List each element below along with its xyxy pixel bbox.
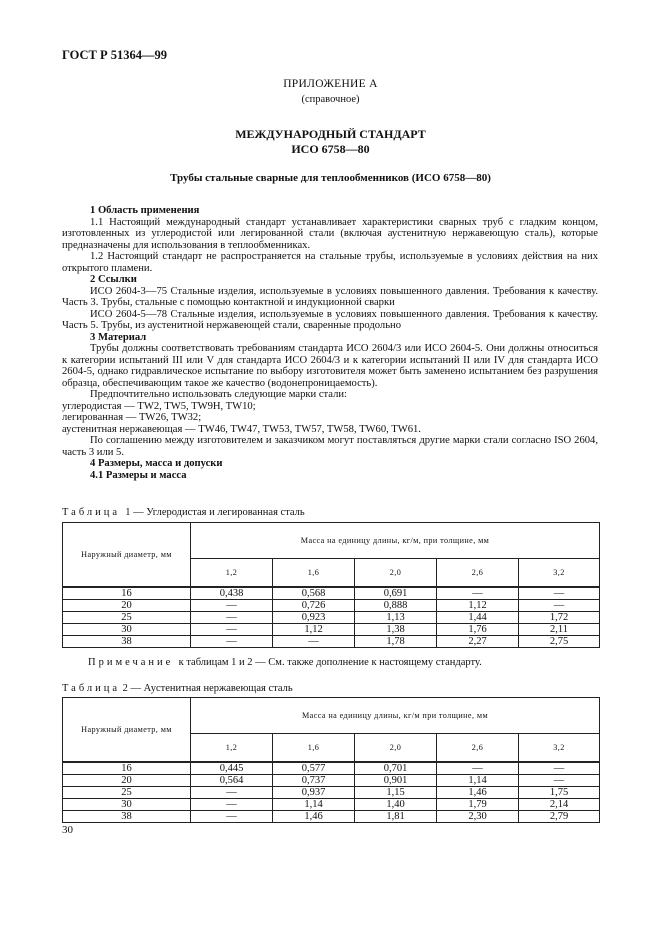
table-cell-mass: 0,737 xyxy=(273,775,355,787)
table1-thickness: 2,0 xyxy=(355,559,437,588)
table-cell-mass: 0,691 xyxy=(355,587,437,600)
table-cell-mass: 2,30 xyxy=(437,811,519,823)
table2-caption xyxy=(62,683,293,694)
table-cell-mass: 0,577 xyxy=(273,762,355,775)
body-paragraph: аустенитная нержавеющая — TW46, TW47, TW53, TW57, TW58, TW60, TW61. xyxy=(62,423,421,435)
table-cell-mass: — xyxy=(519,775,600,787)
standard-code: ГОСТ Р 51364—99 xyxy=(62,48,168,62)
table-cell-mass: 2,14 xyxy=(519,799,600,811)
table-row xyxy=(63,587,600,600)
table-cell-mass: — xyxy=(191,787,273,799)
table-cell-mass: 1,14 xyxy=(437,775,519,787)
document-title: Трубы стальные сварные для теплообменников (ИСО 6758—80) xyxy=(170,172,491,184)
body-paragraph: ИСО 2604-5—78 Стальные изделия, используемые в условиях повышенного давления. Требования к качеству. Часть 5. Трубы, из аустенитной нержавеющей стали, сваренные продольно xyxy=(62,308,598,331)
table-cell-mass: 1,78 xyxy=(355,636,437,648)
table-cell-diameter: 38 xyxy=(63,636,191,648)
body-paragraph: углеродистая — TW2, TW5, TW9H, TW10; xyxy=(62,400,256,412)
table-row xyxy=(63,799,600,811)
table-cell-mass: 0,564 xyxy=(191,775,273,787)
table-cell-mass: 0,937 xyxy=(273,787,355,799)
body-paragraph: 1.2 Настоящий стандарт не распространяется на стальные трубы, используемые в условиях действия на них открытого пламени. xyxy=(62,251,598,274)
table-cell-mass: 2,75 xyxy=(519,636,600,648)
table-cell-mass: 1,13 xyxy=(355,612,437,624)
table-cell-diameter: 25 xyxy=(63,787,191,799)
table-cell-mass: 0,568 xyxy=(273,587,355,600)
table-cell-mass: 1,44 xyxy=(437,612,519,624)
table-note xyxy=(88,657,482,668)
table2-thickness: 2,0 xyxy=(355,734,437,763)
table1-header-diameter: Наружный диаметр, мм xyxy=(63,523,191,588)
table-cell-mass: 1,79 xyxy=(437,799,519,811)
table-cell-mass: 0,445 xyxy=(191,762,273,775)
table2-thickness: 2,6 xyxy=(437,734,519,763)
table2-body xyxy=(63,762,600,823)
table-cell-mass: 0,888 xyxy=(355,600,437,612)
table2-header-mass: Масса на единицу длины, кг/м при толщине, мм xyxy=(191,698,600,734)
table-cell-mass: — xyxy=(191,799,273,811)
table-cell-mass: 2,79 xyxy=(519,811,600,823)
table-row xyxy=(63,600,600,612)
annex-note: (справочное) xyxy=(301,94,360,105)
table-cell-diameter: 25 xyxy=(63,612,191,624)
table-cell-mass: 1,12 xyxy=(273,624,355,636)
table1-caption xyxy=(62,507,305,518)
table-cell-mass: — xyxy=(191,636,273,648)
table2-header-diameter: Наружный диаметр, мм xyxy=(63,698,191,763)
table-row xyxy=(63,612,600,624)
table-cell-mass: 1,72 xyxy=(519,612,600,624)
table-cell-diameter: 38 xyxy=(63,811,191,823)
body-paragraph: легированная — TW26, TW32; xyxy=(62,412,202,423)
table-row xyxy=(63,636,600,648)
table2-thickness: 3,2 xyxy=(519,734,600,763)
table-cell-mass: 1,46 xyxy=(273,811,355,823)
table-cell-mass: — xyxy=(191,624,273,636)
section-heading: 4 Размеры, масса и допуски xyxy=(90,458,223,469)
section-heading: 4.1 Размеры и масса xyxy=(90,469,187,481)
table-cell-mass: 1,75 xyxy=(519,787,600,799)
table2-caption-text: 2 — Аустенитная нержавеющая сталь xyxy=(122,683,293,694)
note-text: к таблицам 1 и 2 — См. также дополнение к настоящему стандарту. xyxy=(178,657,482,668)
table-cell-diameter: 16 xyxy=(63,587,191,600)
table-cell-diameter: 30 xyxy=(63,624,191,636)
table1 xyxy=(62,522,600,648)
table-cell-mass: 2,27 xyxy=(437,636,519,648)
table-cell-mass: 0,438 xyxy=(191,587,273,600)
table-cell-mass: 1,81 xyxy=(355,811,437,823)
table-cell-mass: 1,15 xyxy=(355,787,437,799)
table-cell-mass: 0,901 xyxy=(355,775,437,787)
heading-iso-number: ИСО 6758—80 xyxy=(291,142,370,156)
table-cell-mass: — xyxy=(437,762,519,775)
section-heading: 2 Ссылки xyxy=(90,274,137,285)
table-row xyxy=(63,762,600,775)
table-cell-mass: 1,38 xyxy=(355,624,437,636)
table2-caption-prefix: Таблица xyxy=(62,683,121,694)
table1-caption-prefix: Таблица xyxy=(62,507,121,518)
table-cell-mass: 0,726 xyxy=(273,600,355,612)
table-cell-mass: — xyxy=(437,587,519,600)
table-row xyxy=(63,775,600,787)
table-cell-mass: 1,76 xyxy=(437,624,519,636)
body-paragraph: ИСО 2604-3—75 Стальные изделия, используемые в условиях повышенного давления. Требования к качеству. Часть 3. Трубы, стальные с помощью контактной и индукционной сварки xyxy=(62,285,598,308)
table-cell-diameter: 20 xyxy=(63,775,191,787)
table-row xyxy=(63,811,600,823)
table1-thickness: 2,6 xyxy=(437,559,519,588)
annex-title: ПРИЛОЖЕНИЕ А xyxy=(283,78,378,90)
table2 xyxy=(62,697,600,823)
table-cell-mass: — xyxy=(191,600,273,612)
table1-thickness: 1,6 xyxy=(273,559,355,588)
section-heading: 1 Область применения xyxy=(90,205,200,216)
body-paragraph: По соглашению между изготовителем и заказчиком могут поставляться другие марки стали согласно ISO 2604, часть 3 или 5. xyxy=(62,435,598,458)
table-row xyxy=(63,787,600,799)
body-paragraph: Предпочтительно использовать следующие марки стали: xyxy=(90,389,347,400)
table1-header-mass: Масса на единицу длины, кг/м, при толщине, мм xyxy=(191,523,600,559)
table-row xyxy=(63,624,600,636)
body-paragraph: 1.1 Настоящий международный стандарт устанавливает характеристики сварных труб с гладким концом, изготовленных из углеродистой или легированной стали (включая аустенитную нержавеющую сталь), которые предназначены для использования в теплообменниках. xyxy=(62,216,598,251)
note-prefix: Примечание xyxy=(88,657,174,668)
table-cell-diameter: 30 xyxy=(63,799,191,811)
heading-international-standard: МЕЖДУНАРОДНЫЙ СТАНДАРТ xyxy=(235,127,426,141)
table-cell-mass: 2,11 xyxy=(519,624,600,636)
table-cell-mass: — xyxy=(191,612,273,624)
table1-thickness: 3,2 xyxy=(519,559,600,588)
section-heading: 3 Материал xyxy=(90,331,147,343)
table-cell-diameter: 16 xyxy=(63,762,191,775)
table-cell-mass: 1,46 xyxy=(437,787,519,799)
table-cell-mass: — xyxy=(519,600,600,612)
table-cell-mass: — xyxy=(191,811,273,823)
body-paragraph: Трубы должны соответствовать требованиям стандарта ИСО 2604/3 или ИСО 2604-5. Они должны относиться к категории испытаний III или V для стандарта ИСО 2604/3 и к категории испытаний II или IV для стандарта ИСО 2604-5, однако гидравлическое испытание по выбору изготовителя может быть заменено испытанием без разрушения образца, обеспечивающим такое же качество (водонепроницаемость). xyxy=(62,343,598,389)
table-cell-mass: 0,923 xyxy=(273,612,355,624)
table-cell-mass: — xyxy=(519,587,600,600)
table2-thickness: 1,6 xyxy=(273,734,355,763)
table2-thickness: 1,2 xyxy=(191,734,273,763)
table-cell-diameter: 20 xyxy=(63,600,191,612)
table-cell-mass: — xyxy=(519,762,600,775)
table-cell-mass: — xyxy=(273,636,355,648)
table1-thickness: 1,2 xyxy=(191,559,273,588)
page-number: 30 xyxy=(62,824,73,836)
table1-body xyxy=(63,587,600,648)
body-text xyxy=(62,205,598,481)
table1-caption-text: 1 — Углеродистая и легированная сталь xyxy=(125,507,305,518)
table-cell-mass: 1,14 xyxy=(273,799,355,811)
table-cell-mass: 1,40 xyxy=(355,799,437,811)
table-cell-mass: 0,701 xyxy=(355,762,437,775)
table-cell-mass: 1,12 xyxy=(437,600,519,612)
